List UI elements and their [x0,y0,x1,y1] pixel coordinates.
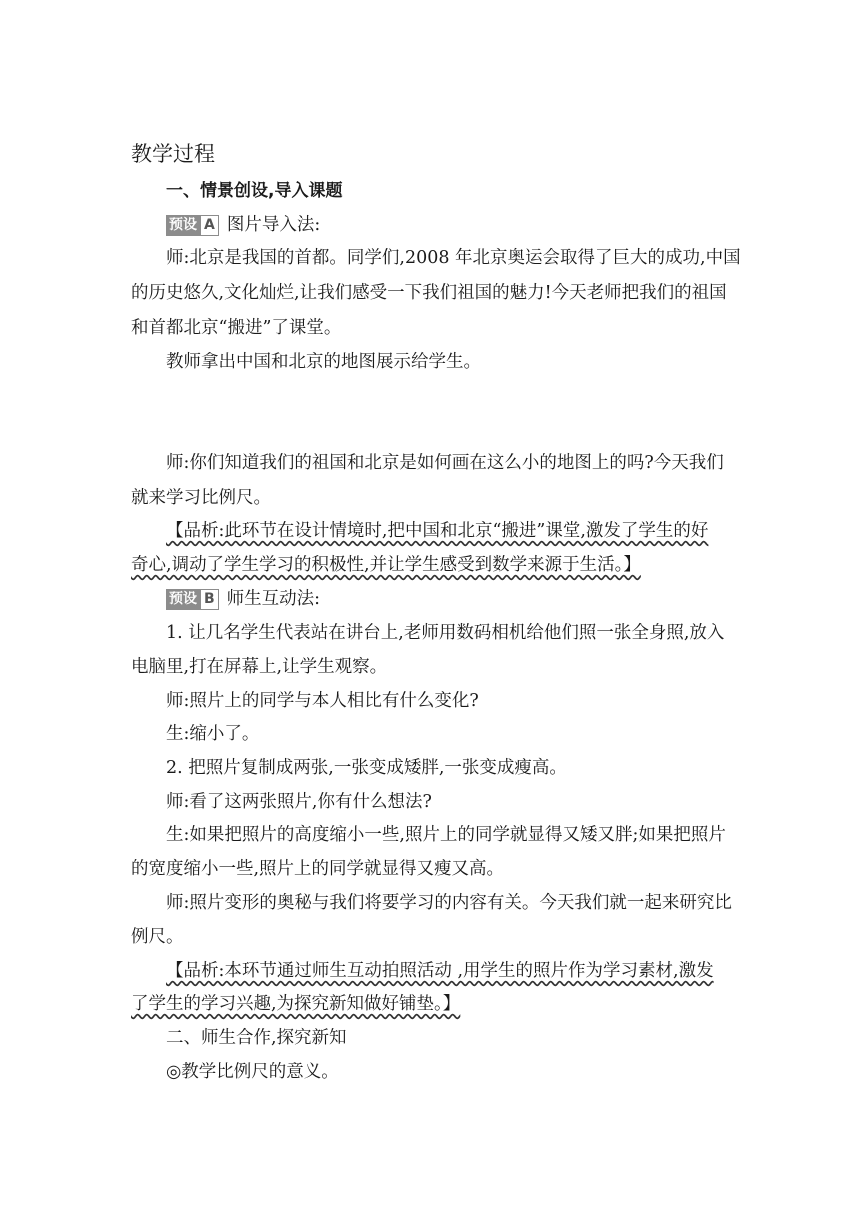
analysis-1-line1: 【品析:此环节在设计情境时,把中国和北京“搬进”课堂,激发了学生的好 [166,521,709,541]
question-2: 师:看了这两张照片,你有什么想法? [166,792,432,812]
item1-line1: 1. 让几名学生代表站在讲台上,老师用数码相机给他们照一张全身照,放入 [166,623,725,643]
para1-line2: 的历史悠久,文化灿烂,让我们感受一下我们祖国的魅力!今天老师把我们的祖国 [131,283,727,303]
para2: 教师拿出中国和北京的地图展示给学生。 [166,352,481,372]
question-3-line2: 例尺。 [131,927,184,947]
item3: ◎教学比例尺的意义。 [166,1062,339,1082]
question-1: 师:照片上的同学与本人相比有什么变化? [166,691,479,711]
para3-line2: 就来学习比例尺。 [131,488,271,508]
para1-line3: 和首都北京“搬进”了课堂。 [131,318,342,338]
preset-a-label: 图片导入法: [226,215,321,235]
analysis-2-line1: 【品析:本环节通过师生互动拍照活动 ,用学生的照片作为学习素材,激发 [166,961,714,981]
para3-line1: 师:你们知道我们的祖国和北京是如何画在这么小的地图上的吗?今天我们 [166,453,724,473]
item2: 2. 把照片复制成两张,一张变成矮胖,一张变成瘦高。 [166,758,567,778]
para1-line1: 师:北京是我国的首都。同学们,2008 年北京奥运会取得了巨大的成功,中国 [166,248,741,268]
preset-b-label: 师生互动法: [226,589,321,609]
answer-2-line1: 生:如果把照片的高度缩小一些,照片上的同学就显得又矮又胖;如果把照片 [166,825,726,845]
section-2-title: 二、师生合作,探究新知 [166,1028,347,1048]
preset-a-badge: 预设 A [166,215,219,236]
question-3-line1: 师:照片变形的奥秘与我们将要学习的内容有关。今天我们就一起来研究比 [166,893,732,913]
answer-1: 生:缩小了。 [166,724,260,744]
analysis-1-line2: 奇心,调动了学生学习的积极性,并让学生感受到数学来源于生活。】 [131,555,641,575]
section-1-title: 一、情景创设,导入课题 [166,181,343,201]
page-heading: 教学过程 [131,142,215,166]
preset-b-badge: 预设 B [166,589,219,610]
preset-a-row [166,212,320,238]
answer-2-line2: 的宽度缩小一些,照片上的同学就显得又瘦又高。 [131,859,505,879]
analysis-2-line2: 了学生的学习兴趣,为探究新知做好铺垫。】 [131,994,461,1014]
preset-b-row [166,586,320,612]
item1-line2: 电脑里,打在屏幕上,让学生观察。 [131,657,388,677]
